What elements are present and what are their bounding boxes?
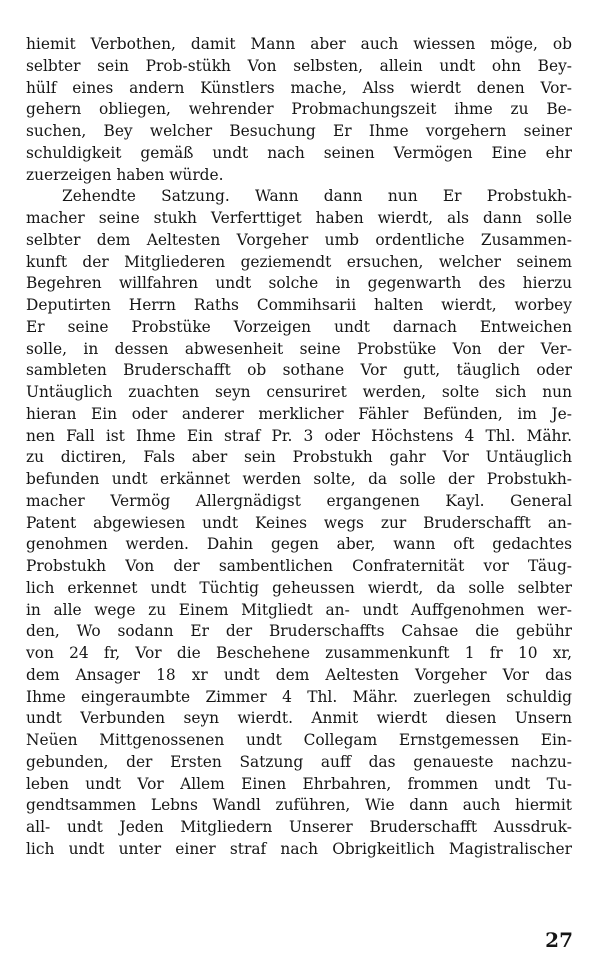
text-line: leben undt Vor Allem Einen Ehrbahren, frommen undt Tu- [26,774,572,793]
text-line: Patent abgewiesen undt Keines wegs zur Bruderschafft an- [26,513,572,532]
text-line: Probstukh Von der sambentlichen Confraternität vor Täug- [26,557,572,575]
text-line: Er seine Probstüke Vorzeigen undt darnach Entweichen [26,317,572,336]
text-line: gehern obliegen, wehrender Probmachungszeit ihme zu Be- [26,100,572,119]
text-line: gebunden, der Ersten Satzung auff das genaueste nachzu- [26,752,572,771]
text-line: selbter dem Aeltesten Vorgeher umb ordentliche Zusammen- [26,230,572,249]
text-line: in alle wege zu Einem Mitgliedt an- undt Auffgenohmen wer- [26,600,572,619]
text-line: schuldigkeit gemäß undt nach seinen Vermögen Eine ehr [26,143,572,162]
text-line: macher Vermög Allergnädigst ergangenen Kayl. General [26,491,572,510]
text-line: Zehendte Satzung. Wann dann nun Er Probstukh- [62,187,572,206]
text-line: lich undt unter einer straf nach Obrigkeitlich Magistralischer [26,839,572,858]
page-number: 27 [545,928,573,952]
text-line: nen Fall ist Ihme Ein straf Pr. 3 oder Höchstens 4 Thl. Mähr. [26,426,572,445]
text-line: den, Wo sodann Er der Bruderschaffts Cahsae die gebühr [26,622,572,641]
text-line: dem Ansager 18 xr undt dem Aeltesten Vorgeher Vor das [26,665,572,684]
text-line: suchen, Bey welcher Besuchung Er Ihme vorgehern seiner [26,122,572,140]
text-line: all- undt Jeden Mitgliedern Unserer Bruderschafft Aussdruk- [26,818,572,836]
text-line: Untäuglich zuachten seyn censuriret werden, solte sich nun [26,383,572,401]
text-line: macher seine stukh Verferttiget haben wierdt, als dann solle [26,209,572,227]
text-line: Neüen Mittgenossenen undt Collegam Ernstgemessen Ein- [26,731,572,749]
body-text [26,34,572,861]
text-line: zuerzeigen haben würde. [26,165,224,184]
text-line: zu dictiren, Fals aber sein Probstukh gahr Vor Untäuglich [26,448,572,467]
text-line: befunden undt erkännet werden solte, da solle der Probstukh- [26,470,572,488]
text-line: genohmen werden. Dahin gegen aber, wann oft gedachtes [26,535,572,554]
text-line: selbter sein Prob-stükh Von selbsten, allein undt ohn Bey- [26,56,572,75]
text-line: Ihme eingeraumbte Zimmer 4 Thl. Mähr. zuerlegen schuldig [26,687,572,706]
text-line: undt Verbunden seyn wierdt. Anmit wierdt diesen Unsern [26,709,572,728]
text-line: hieran Ein oder anderer merklicher Fähler Befünden, im Je- [26,404,572,423]
text-line: sambleten Bruderschafft ob sothane Vor gutt, täuglich oder [26,361,572,380]
text-line: gendtsammen Lebns Wandl zuführen, Wie dann auch hiermit [26,796,572,815]
text-line: kunft der Mitgliederen geziemendt ersuchen, welcher seinem [26,252,572,271]
text-line: hiemit Verbothen, damit Mann aber auch wiessen möge, ob [26,35,572,53]
text-line: Begehren willfahren undt solche in gegenwarth des hierzu [26,274,572,293]
text-line: lich erkennet undt Tüchtig geheussen wierdt, da solle selbter [26,578,572,597]
text-line: solle, in dessen abwesenheit seine Probstüke Von der Ver- [26,339,572,358]
text-line: hülf eines andern Künstlers mache, Alss wierdt denen Vor- [26,78,572,97]
text-line: von 24 fr, Vor die Beschehene zusammenkunft 1 fr 10 xr, [26,644,572,662]
text-line: Deputirten Herrn Raths Commihsarii halten wierdt, worbey [26,296,572,314]
